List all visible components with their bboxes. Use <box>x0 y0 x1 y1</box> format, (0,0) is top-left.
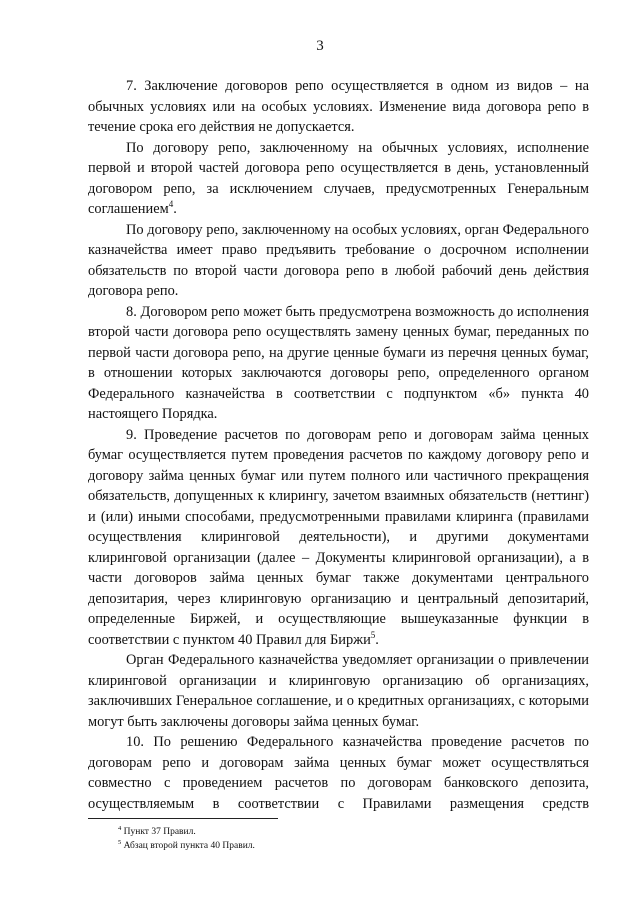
footnotes <box>88 818 589 854</box>
paragraph-text: 8. Договором репо может быть предусмотрена возможность до исполнения второй части договора репо осуществлять замену ценных бумаг, переданных по первой части договора репо, на другие ценные бумаги из перечня ценных бумаг, в отношении которых заключаются договоры репо, определенного органом Федерального казначейства в соответствии с подпунктом «б» пункта 40 настоящего Порядка. <box>88 303 589 422</box>
paragraph-text: По договору репо, заключенному на особых условиях, орган Федерального казначейства имеет право предъявить требование о досрочном исполнении обязательств по второй части договора репо в любой рабочий день действия договора репо. <box>88 221 589 299</box>
paragraph-9-notification <box>88 650 589 732</box>
page-number: 3 <box>316 38 324 54</box>
paragraph-text: 10. По решению Федерального казначейства проведение расчетов по договорам репо и договорам займа ценных бумаг может осуществляться совместно с проведением расчетов по договорам банковского депозита, осуществляемым в соответствии с Правилами размещения средств <box>88 734 589 812</box>
paragraph-7-special-conditions <box>88 220 589 302</box>
paragraph-text: По договору репо, заключенному на обычных условиях, исполнение первой и второй частей договора репо осуществляется в день, установленный договором репо, за исключением случаев, предусмотренных Генеральным соглашением <box>88 139 589 217</box>
footnote-5 <box>118 840 589 852</box>
paragraph-text: Орган Федерального казначейства уведомляет организации о привлечении клиринговой организации и клиринговую организацию об организациях, заключивших Генеральное соглашение, и о кредитных организациях, с которыми могут быть заключены договоры займа ценных бумаг. <box>88 652 589 730</box>
paragraph-7 <box>88 76 589 138</box>
paragraph-8 <box>88 302 589 425</box>
footnote-mark: 5 <box>118 838 122 846</box>
footnote-mark: 4 <box>118 824 122 832</box>
document-body <box>88 76 589 814</box>
paragraph-9 <box>88 425 589 651</box>
footnote-divider <box>88 818 278 819</box>
footnote-ref-5: 5 <box>370 629 376 640</box>
paragraph-text-end: . <box>173 201 177 217</box>
footnote-4 <box>118 826 589 838</box>
footnote-text: Пункт 37 Правил. <box>123 827 196 837</box>
paragraph-10 <box>88 732 589 814</box>
footnote-ref-4: 4 <box>168 199 174 210</box>
footnote-text: Абзац второй пункта 40 Правил. <box>123 841 255 851</box>
paragraph-text: 7. Заключение договоров репо осуществляется в одном из видов – на обычных условиях или на особых условиях. Изменение вида договора репо в течение срока его действия не допускается. <box>88 78 589 135</box>
paragraph-text: 9. Проведение расчетов по договорам репо и договорам займа ценных бумаг осуществляется путем проведения расчетов по каждому договору репо и договору займа ценных бумаг или путем полного или частичного прекращения обязательств, допущенных к клирингу, зачетом взаимных обязательств (неттинг) и (или) иными способами, предусмотренными правилами клиринга (правилами осуществления клиринговой деятельности), и другими документами клиринговой организации (далее – Документы клиринговой организации), а в части договоров займа ценных бумаг также документами центрального депозитария, через клиринговую организацию и центральный депозитарий, определенные Биржей, и осуществляющие вышеуказанные функции в соответствии с пунктом 40 Правил для Биржи <box>88 426 589 648</box>
paragraph-7-ordinary-conditions <box>88 138 589 220</box>
paragraph-text-end: . <box>375 631 379 648</box>
